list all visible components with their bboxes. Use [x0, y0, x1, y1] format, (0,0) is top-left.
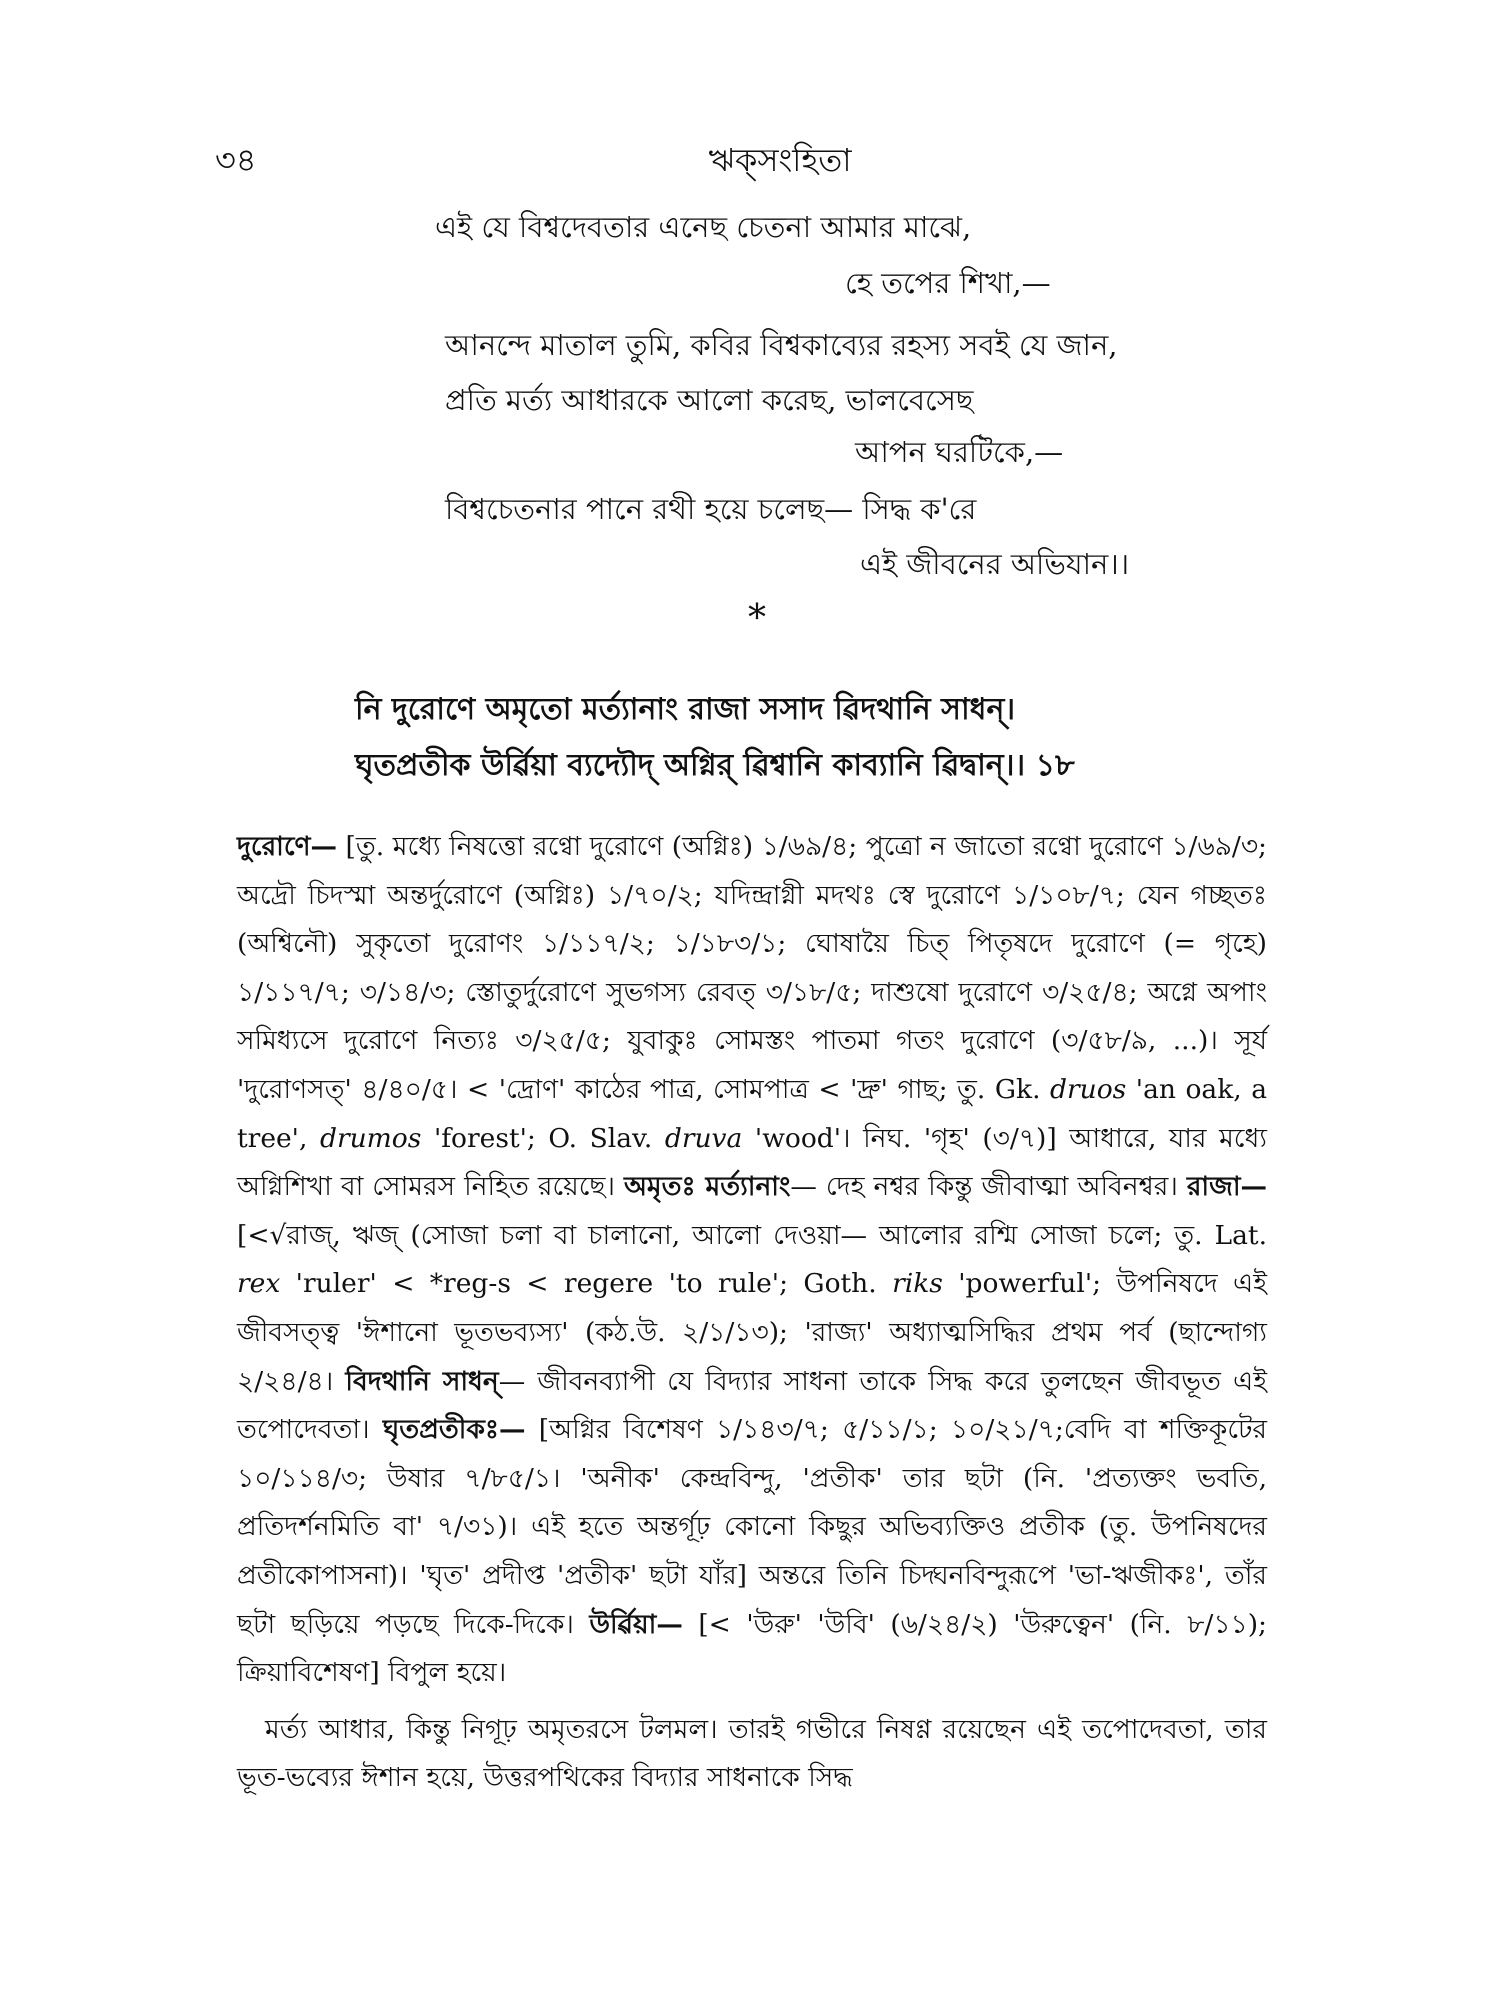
term-ghritapratikah: ঘৃতপ্রতীকঃ— [382, 1414, 526, 1446]
section-separator: * [748, 598, 766, 639]
poem-line-3: আনন্দে মাতাল তুমি, কবির বিশ্বকাব্যের রহস্য সবই যে জান, [445, 328, 1118, 362]
term-urviya: উর্ৱিয়া— [589, 1608, 683, 1640]
term-amritah-martyanam: অমৃতঃ মর্ত্যানাং [623, 1171, 791, 1203]
poem-line-5: আপন ঘরটিকে,— [855, 435, 1064, 469]
verse-line-2: ঘৃতপ্রতীক উর্ৱিয়া ব্যদ্যৌদ্ অগ্নির্ ৱিশ্বানি কাব্যানি ৱিদ্বান্।। ১৮ [355, 748, 1075, 783]
commentary-paragraph-1: দুরোণে— [তু. মধ্যে নিষত্তো রণ্বো দুরোণে (অগ্নিঃ) ১/৬৯/৪; পুত্রো ন জাতো রণ্বো দুরোণে ১/৬৯/৩; অদ্রৌ চিদস্মা অন্তর্দুরোণে (অগ্নিঃ) ১/৭০/২; যদিন্দ্রাগ্নী মদথঃ স্বে দুরোণে ১/১০৮/৭; যেন গচ্ছতঃ (অশ্বিনৌ) সুকৃতো দুরোণং ১/১১৭/২; ১/১৮৩/১; ঘোষায়ৈ চিত্ পিতৃষদে দুরোণে (= গৃহে) ১/১১৭/৭; ৩/১৪/৩; স্তোতুর্দুরোণে সুভগস্য রেবত্ ৩/১৮/৫; দাশুষো দুরোণে ৩/২৫/৪; অগ্নে অপাং সমিধ্যসে দুরোণে নিত্যঃ ৩/২৫/৫; যুবাকুঃ সোমস্তং পাতমা গতং দুরোণে (৩/৫৮/৯, ...)। সূর্য 'দুরোণসত্' ৪/৪০/৫। < 'দ্রোণ' কাঠের পাত্র, সোমপাত্র < 'দ্রু' গাছ; তু. Gk. druos 'an oak, a tree', drumos 'forest'; O. Slav. druva 'wood'। নিঘ. 'গৃহ' (৩/৭)] আধারে, যার মধ্যে অগ্নিশিখা বা সোমরস নিহিত রয়েছে। অমৃতঃ মর্ত্যানাং— দেহ নশ্বর কিন্তু জীবাত্মা অবিনশ্বর। রাজা— [<√রাজ্, ঋজ্ (সোজা চলা বা চালানো, আলো দেওয়া— আলোর রশ্মি সোজা চলে; তু. Lat. rex 'ruler' < *reg-s < regere 'to rule'; Goth. riks 'powerful'; উপনিষদে এই জীবসত্ত্ব 'ঈশানো ভূতভব্যস্য' (কঠ.উ. ২/১/১৩); 'রাজ্য' অধ্যাত্মসিদ্ধির প্রথম পর্ব (ছান্দোগ্য ২/২৪/৪। বিদথানি সাধন্— জীবনব্যাপী যে বিদ্যার সাধনা তাকে সিদ্ধ করে তুলছেন জীবভূত এই তপোদেবতা। ঘৃতপ্রতীকঃ— [অগ্নির বিশেষণ ১/১৪৩/৭; ৫/১১/১; ১০/২১/৭;বেদি বা শক্তিকূটের ১০/১১৪/৩; উষার ৭/৮৫/১। 'অনীক' কেন্দ্রবিন্দু, 'প্রতীক' তার ছটা (নি. 'প্রত্যক্তং ভবতি, প্রতিদর্শনমিতি বা' ৭/৩১)। এই হতে অন্তর্গূঢ় কোনো কিছুর অভিব্যক্তিও প্রতীক (তু. উপনিষদের প্রতীকোপাসনা)। 'ঘৃত' প্রদীপ্ত 'প্রতীক' ছটা যাঁর] অন্তরে তিনি চিদ্ঘনবিন্দুরূপে 'ভা-ঋজীকঃ', তাঁর ছটা ছড়িয়ে পড়ছে দিকে-দিকে। উর্ৱিয়া— [< 'উরু' 'উবি' (৬/২৪/২) 'উরুত্বেন' (নি. ৮/১১); ক্রিয়াবিশেষণ] বিপুল হয়ে। [237, 831, 1267, 1689]
poem-line-6: বিশ্বচেতনার পানে রথী হয়ে চলেছ— সিদ্ধ ক'রে [445, 492, 977, 526]
poem-line-2: হে তপের শিখা,— [845, 266, 1051, 300]
poem-line-1: এই যে বিশ্বদেবতার এনেছ চেতনা আমার মাঝে, [435, 210, 972, 244]
commentary [237, 823, 1267, 1803]
term-duroney: দুরোণে— [237, 831, 338, 862]
term-raja: রাজা— [1186, 1171, 1267, 1203]
poem-line-7: এই জীবনের অভিযান।। [860, 547, 1130, 581]
commentary-paragraph-2: মর্ত্য আধার, কিন্তু নিগূঢ় অমৃতরসে টলমল। তারই গভীরে নিষণ্ণ রয়েছেন এই তপোদেবতা, তার ভূত-ভব্যের ঈশান হয়ে, উত্তরপথিকের বিদ্যার সাধনাকে সিদ্ধ [237, 1713, 1267, 1794]
running-title: ঋক্‌সংহিতা [708, 141, 852, 179]
page-number: ৩৪ [215, 141, 257, 179]
poem-line-4: প্রতি মর্ত্য আধারকে আলো করেছ, ভালবেসেছ [445, 383, 974, 417]
verse-line-1: নি দুরোণে অমৃতো মর্ত্যানাং রাজা সসাদ ৱিদথানি সাধন্। [355, 692, 1016, 727]
term-vidathani-sadhan: বিদথানি সাধন্ [345, 1365, 499, 1397]
